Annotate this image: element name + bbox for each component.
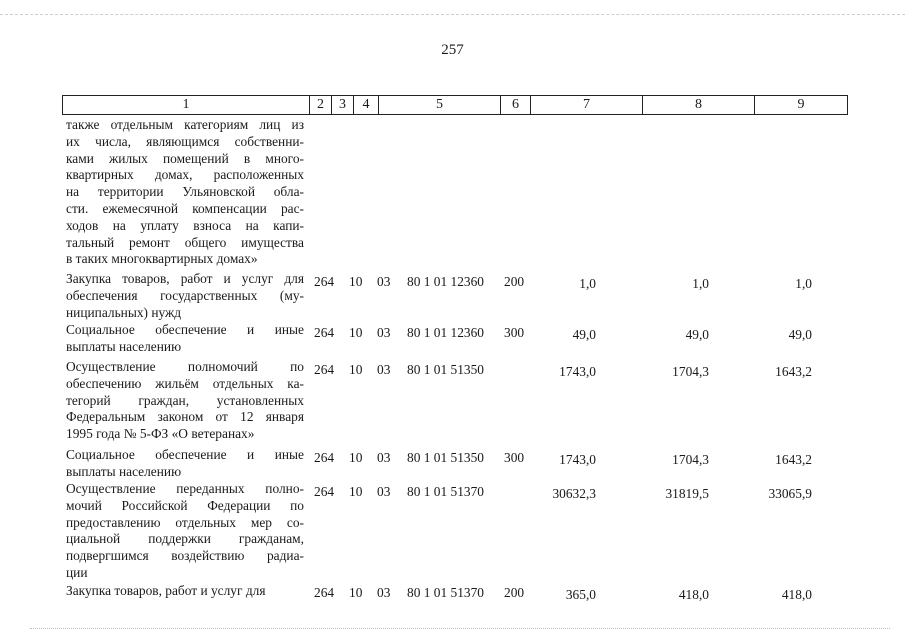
- cell-section: 10: [349, 585, 363, 600]
- cell-subsection: 03: [377, 585, 391, 600]
- cell-amount-year-1: 1,0: [579, 276, 596, 291]
- description-line: на территории Ульяновской обла-: [66, 184, 304, 200]
- description-line: Социальное обеспечение и иные: [66, 447, 304, 462]
- description-line: обеспечению жильём отдельных ка-: [66, 375, 304, 391]
- description-line: ками жилых помещений в много-: [66, 150, 304, 166]
- cell-expense-type: 200: [504, 274, 525, 289]
- cell-amount-year-2: 49,0: [685, 327, 709, 342]
- cell-expense-type: 200: [504, 585, 525, 600]
- cell-section: 10: [349, 450, 363, 465]
- description-line: Закупка товаров, работ и услуг для: [66, 583, 266, 598]
- description-line: выплаты населению: [66, 463, 182, 479]
- cell-target-article: 80 1 01 51350: [407, 362, 484, 377]
- cell-code: 264: [314, 362, 335, 377]
- row-description: [66, 359, 304, 443]
- row-description: [66, 271, 304, 321]
- description-line: тальный ремонт общего имущества: [66, 234, 304, 250]
- cell-amount-year-1: 1743,0: [559, 452, 596, 467]
- cell-section: 10: [349, 325, 363, 340]
- row-description: [66, 481, 304, 582]
- header-col-9: 9: [797, 97, 805, 112]
- cell-code: 264: [314, 450, 335, 465]
- description-line: в таких многоквартирных домах»: [66, 251, 258, 267]
- cell-target-article: 80 1 01 12360: [407, 325, 484, 340]
- description-line: квартирных домах, расположенных: [66, 167, 304, 183]
- cell-amount-year-1: 1743,0: [559, 364, 596, 379]
- cell-section: 10: [349, 484, 363, 499]
- cell-target-article: 80 1 01 12360: [407, 274, 484, 289]
- description-line: Осуществление полномочий по: [66, 359, 304, 374]
- description-line: ниципальных) нужд: [66, 304, 182, 320]
- cell-amount-year-2: 1704,3: [672, 364, 709, 379]
- page-number: 257: [441, 42, 464, 58]
- row-description: [66, 322, 304, 356]
- cell-subsection: 03: [377, 274, 391, 289]
- description-line: также отдельным категориям лиц из: [66, 117, 304, 132]
- cell-amount-year-2: 1704,3: [672, 452, 709, 467]
- description-line: Федеральным законом от 12 января: [66, 409, 304, 425]
- cell-amount-year-1: 49,0: [572, 327, 596, 342]
- description-line: их числа, являющимся собственни-: [66, 133, 304, 149]
- description-line: тегорий граждан, установленных: [66, 392, 304, 408]
- cell-amount-year-1: 365,0: [565, 587, 596, 602]
- description-line: выплаты населению: [66, 338, 182, 354]
- description-line: мочий Российской Федерации по: [66, 497, 304, 513]
- row-description: [66, 117, 304, 268]
- description-line: ции: [66, 564, 88, 580]
- header-col-5: 5: [379, 96, 501, 114]
- cell-code: 264: [314, 325, 335, 340]
- description-line: Осуществление переданных полно-: [66, 481, 304, 496]
- scan-edge-bottom: [30, 628, 890, 629]
- description-line: обеспечения государственных (му-: [66, 287, 304, 303]
- cell-section: 10: [349, 362, 363, 377]
- cell-amount-year-3: 33065,9: [768, 486, 812, 501]
- description-line: 1995 года № 5-ФЗ «О ветеранах»: [66, 426, 255, 442]
- cell-amount-year-3: 1643,2: [775, 364, 812, 379]
- description-line: ходов на уплату взноса на капи-: [66, 217, 304, 233]
- cell-code: 264: [314, 274, 335, 289]
- description-line: предоставлению отдельных мер со-: [66, 514, 304, 530]
- table-header: [62, 95, 848, 115]
- cell-amount-year-3: 1,0: [795, 276, 812, 291]
- row-description: [66, 447, 304, 481]
- description-line: циальной поддержки гражданам,: [66, 531, 304, 547]
- cell-code: 264: [314, 484, 335, 499]
- cell-amount-year-3: 418,0: [781, 587, 812, 602]
- row-description: [66, 583, 304, 600]
- header-col-3: 3: [332, 96, 354, 114]
- description-line: сти. ежемесячной компенсации рас-: [66, 200, 304, 216]
- cell-amount-year-3: 1643,2: [775, 452, 812, 467]
- cell-subsection: 03: [377, 362, 391, 377]
- cell-subsection: 03: [377, 325, 391, 340]
- cell-amount-year-2: 418,0: [678, 587, 709, 602]
- description-line: Закупка товаров, работ и услуг для: [66, 271, 304, 286]
- header-col-6: 6: [501, 96, 531, 114]
- cell-subsection: 03: [377, 450, 391, 465]
- cell-amount-year-3: 49,0: [788, 327, 812, 342]
- header-col-8: 8: [643, 96, 755, 114]
- cell-subsection: 03: [377, 484, 391, 499]
- cell-section: 10: [349, 274, 363, 289]
- header-col-4: 4: [354, 96, 379, 114]
- cell-expense-type: 300: [504, 325, 525, 340]
- cell-amount-year-1: 30632,3: [552, 486, 596, 501]
- description-line: Социальное обеспечение и иные: [66, 322, 304, 337]
- cell-amount-year-2: 1,0: [692, 276, 709, 291]
- cell-target-article: 80 1 01 51350: [407, 450, 484, 465]
- cell-target-article: 80 1 01 51370: [407, 585, 484, 600]
- header-col-1: 1: [63, 96, 310, 114]
- cell-target-article: 80 1 01 51370: [407, 484, 484, 499]
- header-col-2: 2: [310, 96, 332, 114]
- cell-code: 264: [314, 585, 335, 600]
- description-line: подвергшимся воздействию радиа-: [66, 548, 304, 564]
- cell-amount-year-2: 31819,5: [665, 486, 709, 501]
- scan-edge-top: [0, 14, 905, 15]
- header-col-7: 7: [531, 96, 643, 114]
- cell-expense-type: 300: [504, 450, 525, 465]
